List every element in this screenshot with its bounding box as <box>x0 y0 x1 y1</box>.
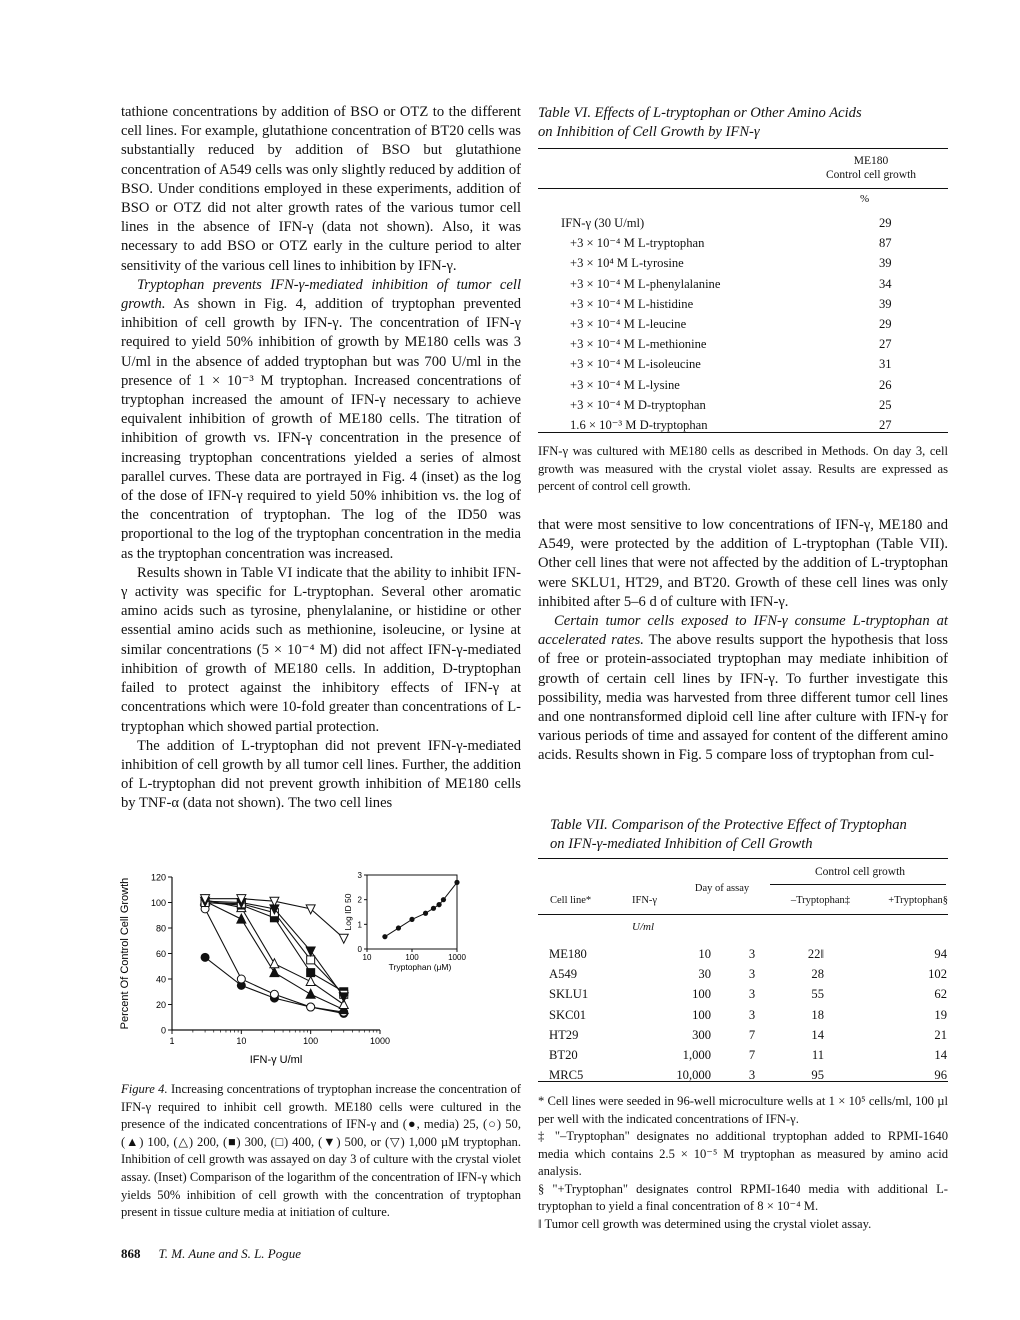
table7-header-minus: –Tryptophan‡ <box>790 895 850 906</box>
table7 <box>548 944 948 1085</box>
table7-cell: BT20 <box>549 1048 578 1063</box>
table7-cell: 102 <box>928 967 947 982</box>
table7-header-cell-line: Cell line* <box>550 895 592 906</box>
table6-caption <box>538 104 948 142</box>
body-paragraph: The addition of L-tryptophan did not prevent IFN-γ-mediated inhibition of cell growth by all tumor cell lines. Further, the addition of L-tryptophan did not prevent growth inhibition of ME180 cells by TNF-α (data not shown). The two cell lines <box>121 737 521 812</box>
table7-unit: U/ml <box>632 921 654 933</box>
table6-row-label: IFN-γ (30 U/ml) <box>561 216 645 230</box>
inset-data-point <box>441 897 446 902</box>
section-heading: Tryptophan prevents IFN-γ-mediated inhibition of tumor cell growth. <box>121 276 521 313</box>
table7-rule-bottom <box>538 1081 948 1082</box>
table6-row-value: 39 <box>879 256 892 271</box>
body-paragraph: tathione concentrations by addition of BSO or OTZ to the different cell lines. For example, glutathione concentration of BT20 cells was substantially reduced by addition of BSO but glutathione concentration of A549 cells was only slightly reduced by addition of BSO. Under conditions employed in these experiments, addition of BSO or OTZ did not alter growth rates of the various tumor cell lines in the absence of IFN-γ (data not shown). Also, it was necessary to add BSO or OTZ early in the culture period to alter sensitivity of the various cell lines to inhibition by IFN-γ. <box>121 104 521 274</box>
table7-cell: 62 <box>934 987 947 1002</box>
table6-rule-mid <box>538 188 948 189</box>
table7-cell: SKLU1 <box>549 987 589 1002</box>
table-row <box>560 375 940 395</box>
table-row <box>548 984 948 1004</box>
data-point <box>306 905 315 914</box>
table7-cell: 18 <box>811 1007 824 1022</box>
data-point <box>307 956 315 964</box>
table7-caption-line: on IFN-γ-mediated Inhibition of Cell Growth <box>550 836 813 852</box>
table7-cell: 3 <box>748 1068 756 1083</box>
table6-row-value: 29 <box>879 216 892 230</box>
table-row <box>548 1025 948 1045</box>
data-point <box>237 914 246 923</box>
table7-footnote: ‖ Tumor cell growth was determined using the crystal violet assay. <box>538 1216 872 1231</box>
table7-cell: 10,000 <box>676 1068 711 1083</box>
table6-row-label: 1.6 × 10⁻³ M D-tryptophan <box>570 418 708 433</box>
table7-cell: A549 <box>549 967 577 982</box>
inset-x-tick-label: 1000 <box>448 953 466 962</box>
table6-row-label: +3 × 10⁻⁴ M L-histidine <box>570 296 694 311</box>
table6-row-value: 25 <box>879 397 892 412</box>
x-tick-label: 1 <box>169 1036 175 1046</box>
table7-caption-line: Table VII. Comparison of the Protective Effect of Tryptophan <box>550 817 907 833</box>
body-paragraph: that were most sensitive to low concentrations of IFN-γ, ME180 and A549, were protected by the addition of L-tryptophan (Table VII). Other cell lines that were not affected by the addition of L-tryptophan were SKLU1, HT29, and BT20. Growth of these cell lines was only inhibited after 5–6 d of culture with IFN-γ. <box>538 517 948 610</box>
table7-cell: ME180 <box>549 947 587 961</box>
table-row <box>560 334 940 354</box>
y-tick-label: 0 <box>160 1025 166 1036</box>
inset-x-axis-label: Tryptophan (μM) <box>388 962 452 972</box>
table6-row-value: 39 <box>879 296 892 311</box>
table7-cell: 14 <box>934 1048 947 1063</box>
table7-footnote: § "+Tryptophan" designates control RPMI-1640 media with additional L-tryptophan to yield a final concentration of 8 × 10⁻⁴ M. <box>538 1181 948 1213</box>
page-footer <box>121 1246 301 1262</box>
table-row <box>560 274 940 294</box>
table6-row-value: 29 <box>879 317 892 332</box>
right-column <box>538 516 948 766</box>
data-point <box>306 977 315 986</box>
inset-data-point <box>431 906 436 911</box>
table6-rule-top <box>538 148 948 149</box>
table6-col-header-line: ME180 <box>853 155 889 167</box>
table7-cell: 7 <box>748 1048 756 1063</box>
table7-cell: 10 <box>698 947 711 961</box>
data-point <box>270 990 278 998</box>
x-tick-label: 10 <box>236 1036 247 1046</box>
table-row <box>548 964 948 984</box>
table7-cell: MRC5 <box>549 1068 584 1083</box>
body-paragraph <box>538 612 948 766</box>
section-text: The above results support the hypothesis that loss of free or protein-associated tryptophan may mediate inhibition of growth of certain cell lines by IFN-γ. To further investigate this possibility, media was harvested from three different tumor cell lines and one nontransformed diploid cell line after culture with IFN-γ for various periods of time and assayed for content of the different amino acids. Results shown in Fig. 5 compare loss of tryptophan from cul- <box>538 632 948 764</box>
table6-row-label: +3 × 10⁻⁴ M L-leucine <box>570 317 687 332</box>
table7-header-day: Day of assay <box>694 883 750 894</box>
table7-caption <box>550 816 950 854</box>
data-point <box>237 975 245 983</box>
running-authors: T. M. Aune and S. L. Pogue <box>158 1246 302 1261</box>
table6-caption-line: on Inhibition of Cell Growth by IFN-γ <box>538 124 760 140</box>
table-row <box>560 213 940 233</box>
inset-data-point <box>382 934 387 939</box>
inset-data-point <box>454 880 459 885</box>
table7-cell: SKC01 <box>549 1007 587 1022</box>
table-row <box>560 354 940 374</box>
table6-row-label: +3 × 10⁴ M L-tyrosine <box>570 256 684 271</box>
table7-cell: 14 <box>811 1027 824 1042</box>
table7-rule-top <box>538 858 948 859</box>
table7-cell: 3 <box>748 987 756 1002</box>
inset-x-tick-label: 10 <box>362 953 372 962</box>
y-tick-label: 40 <box>155 974 166 985</box>
table-row <box>560 233 940 253</box>
table7-cell: HT29 <box>549 1027 579 1042</box>
figure4-caption-text: Increasing concentrations of tryptophan increase the concentration of IFN-γ required to inhibit cell growth. ME180 cells were cultured in the presence of the indicated concentrations of IFN-γ and (●, media) 25, (○) 50, (▲) 100, (△) 200, (■) 300, (□) 400, (▼) 500, or (▽) 1,000 µM tryptophan. Inhibition of cell growth was assayed on day 3 of culture with the crystal violet assay. (Inset) Comparison of the logarithm of the concentration of IFN-γ which yields 50% inhibition of cell growth with the concentration of tryptophan present in tissue culture media at initiation of culture. <box>121 1082 521 1220</box>
table6-row-label: +3 × 10⁻⁴ M L-methionine <box>570 337 707 352</box>
table7-cell: 11 <box>811 1048 824 1063</box>
y-tick-label: 20 <box>155 1000 166 1010</box>
table6-row-label: +3 × 10⁻⁴ M L-tryptophan <box>570 236 705 251</box>
table7-group-header: Control cell growth <box>814 866 906 878</box>
table-row <box>548 944 948 964</box>
inset-data-point <box>423 911 428 916</box>
table7-cell: 100 <box>692 987 711 1002</box>
table6-row-value: 27 <box>879 418 892 433</box>
table-row <box>548 1045 948 1065</box>
table6-row-label: +3 × 10⁻⁴ M L-isoleucine <box>570 357 701 372</box>
table6-caption-line: Table VI. Effects of L-tryptophan or Other Amino Acids <box>538 105 862 121</box>
table-row <box>560 314 940 334</box>
table-row <box>548 1065 948 1085</box>
table7-cell: 95 <box>811 1068 824 1083</box>
body-paragraph <box>121 276 521 564</box>
inset-y-axis-label: Log ID 50 <box>343 893 353 931</box>
data-point <box>270 959 279 968</box>
table7-header-plus: +Tryptophan§ <box>888 895 948 906</box>
inset-data-point <box>409 917 414 922</box>
table6-row-value: 26 <box>879 377 892 392</box>
table7-cell: 3 <box>748 1007 756 1022</box>
table6-row-label: +3 × 10⁻⁴ M D-tryptophan <box>570 397 706 412</box>
table6-unit: % <box>860 193 870 205</box>
table7-cell: 22‖ <box>807 947 824 961</box>
table6-note <box>538 443 948 496</box>
table7-footnotes <box>538 1093 948 1233</box>
section-text: As shown in Fig. 4, addition of tryptophan prevented inhibition of cell growth by IFN-γ. The concentration of IFN-γ required to yield 50% inhibition of growth by ME180 cells was 3 U/ml in the absence of added tryptophan but was 700 U/ml in the presence of 1 × 10⁻³ M tryptophan. Increased concentrations of tryptophan increased the amount of IFN-γ necessary to achieve equivalent inhibition of growth of ME180 cells. The titration of inhibition of growth vs. IFN-γ concentration in the presence of increasing tryptophan concentrations yielded a series of almost parallel curves. These data are portrayed in Fig. 4 (inset) as the log of the dose of IFN-γ required to yield 50% inhibition vs. the log of the concentration of tryptophan. The log of the ID50 was proportional to the log of the tryptophan concentration in the media as the tryptophan concentration was increased. <box>121 296 521 562</box>
inset-y-tick-label: 1 <box>357 920 362 930</box>
x-tick-label: 1000 <box>369 1036 391 1046</box>
y-axis-label: Percent Of Control Cell Growth <box>119 877 131 1030</box>
table-row <box>560 253 940 273</box>
figure4-inset-plot <box>343 871 466 972</box>
table6-row-value: 31 <box>879 357 892 372</box>
table7-cell: 3 <box>748 967 756 982</box>
body-paragraph: Results shown in Table VI indicate that the ability to inhibit IFN-γ activity was specific for L-tryptophan. Several other aromatic amino acids such as tyrosine, phenylalanine, or histidine or other essential amino acids such as methionine, isoleucine, or lysine at similar concentrations (5 × 10⁻⁴ M) did not affect IFN-γ-mediated inhibition of growth of ME180 cells. In addition, D-tryptophan failed to protect against the inhibitory effects of IFN-γ at concentrations which were 10-fold greater than concentrations of L-tryptophan which showed partial protection. <box>121 564 521 735</box>
table7-group-rule <box>770 884 946 885</box>
table-row <box>548 1005 948 1025</box>
table6-row-value: 27 <box>879 337 892 352</box>
table7-cell: 28 <box>811 967 824 982</box>
data-point <box>201 953 209 961</box>
x-axis-label: IFN-γ U/ml <box>249 1054 303 1066</box>
y-tick-label: 80 <box>155 923 166 934</box>
inset-y-tick-label: 0 <box>357 945 362 954</box>
table7-cell: 3 <box>748 947 756 961</box>
table6-rule-bottom <box>538 432 948 433</box>
inset-frame <box>367 875 457 949</box>
table-row <box>560 294 940 314</box>
inset-data-point <box>436 902 441 907</box>
data-point <box>307 1003 315 1011</box>
figure4-caption-label: Figure 4. <box>121 1082 168 1096</box>
table7-rule-mid <box>538 914 948 915</box>
table7-cell: 94 <box>934 947 947 961</box>
section-heading: Certain tumor cells exposed to IFN-γ consume L-tryptophan at accelerated rates. <box>538 613 948 649</box>
table6-note-text: IFN-γ was cultured with ME180 cells as described in Methods. On day 3, cell growth was measured with the crystal violet assay. Results are expressed as percent of control cell growth. <box>538 444 948 493</box>
data-point <box>306 989 315 998</box>
inset-x-tick-label: 100 <box>405 953 419 962</box>
table6-row-label: +3 × 10⁻⁴ M L-phenylalanine <box>570 276 721 291</box>
table7-cell: 55 <box>811 987 824 1002</box>
table7-cell: 19 <box>934 1007 947 1022</box>
inset-y-tick-label: 2 <box>357 895 362 905</box>
table7-cell: 21 <box>934 1027 947 1042</box>
left-column <box>121 103 521 814</box>
table7-header-ifn: IFN-γ <box>632 895 658 906</box>
y-tick-label: 60 <box>155 949 166 959</box>
table7-cell: 300 <box>692 1027 711 1042</box>
figure4-caption <box>121 1081 521 1222</box>
table7-cell: 30 <box>698 967 711 982</box>
table7-footnote: * Cell lines were seeded in 96-well microculture wells at 1 × 10⁵ cells/ml, 100 µl per well with the indicated concentrations of IFN-γ. <box>538 1094 948 1126</box>
data-point <box>339 934 348 943</box>
data-point <box>307 969 315 977</box>
table-row <box>560 395 940 415</box>
table7-cell: 7 <box>748 1027 756 1042</box>
data-point <box>270 968 279 977</box>
x-tick-label: 100 <box>303 1036 319 1046</box>
page-number: 868 <box>121 1246 141 1261</box>
table6 <box>560 213 940 435</box>
y-tick-label: 120 <box>150 872 166 883</box>
table7-cell: 100 <box>692 1007 711 1022</box>
figure4-chart <box>112 857 520 1079</box>
table7-footnote: ‡ "–Tryptophan" designates no additional tryptophan added to RPMI-1640 media which contains 2.5 × 10⁻⁵ M tryptophan as measured by amino acid analysis. <box>538 1129 948 1178</box>
table6-row-value: 87 <box>879 236 892 251</box>
table6-col-header <box>796 154 946 182</box>
table6-row-value: 34 <box>879 276 892 291</box>
table7-cell: 1,000 <box>682 1048 711 1063</box>
inset-y-tick-label: 3 <box>357 871 362 880</box>
table6-row-label: +3 × 10⁻⁴ M L-lysine <box>570 377 680 392</box>
table7-cell: 96 <box>934 1068 947 1083</box>
table6-col-header-line: Control cell growth <box>825 169 917 181</box>
y-tick-label: 100 <box>150 898 166 908</box>
inset-data-point <box>396 925 401 930</box>
